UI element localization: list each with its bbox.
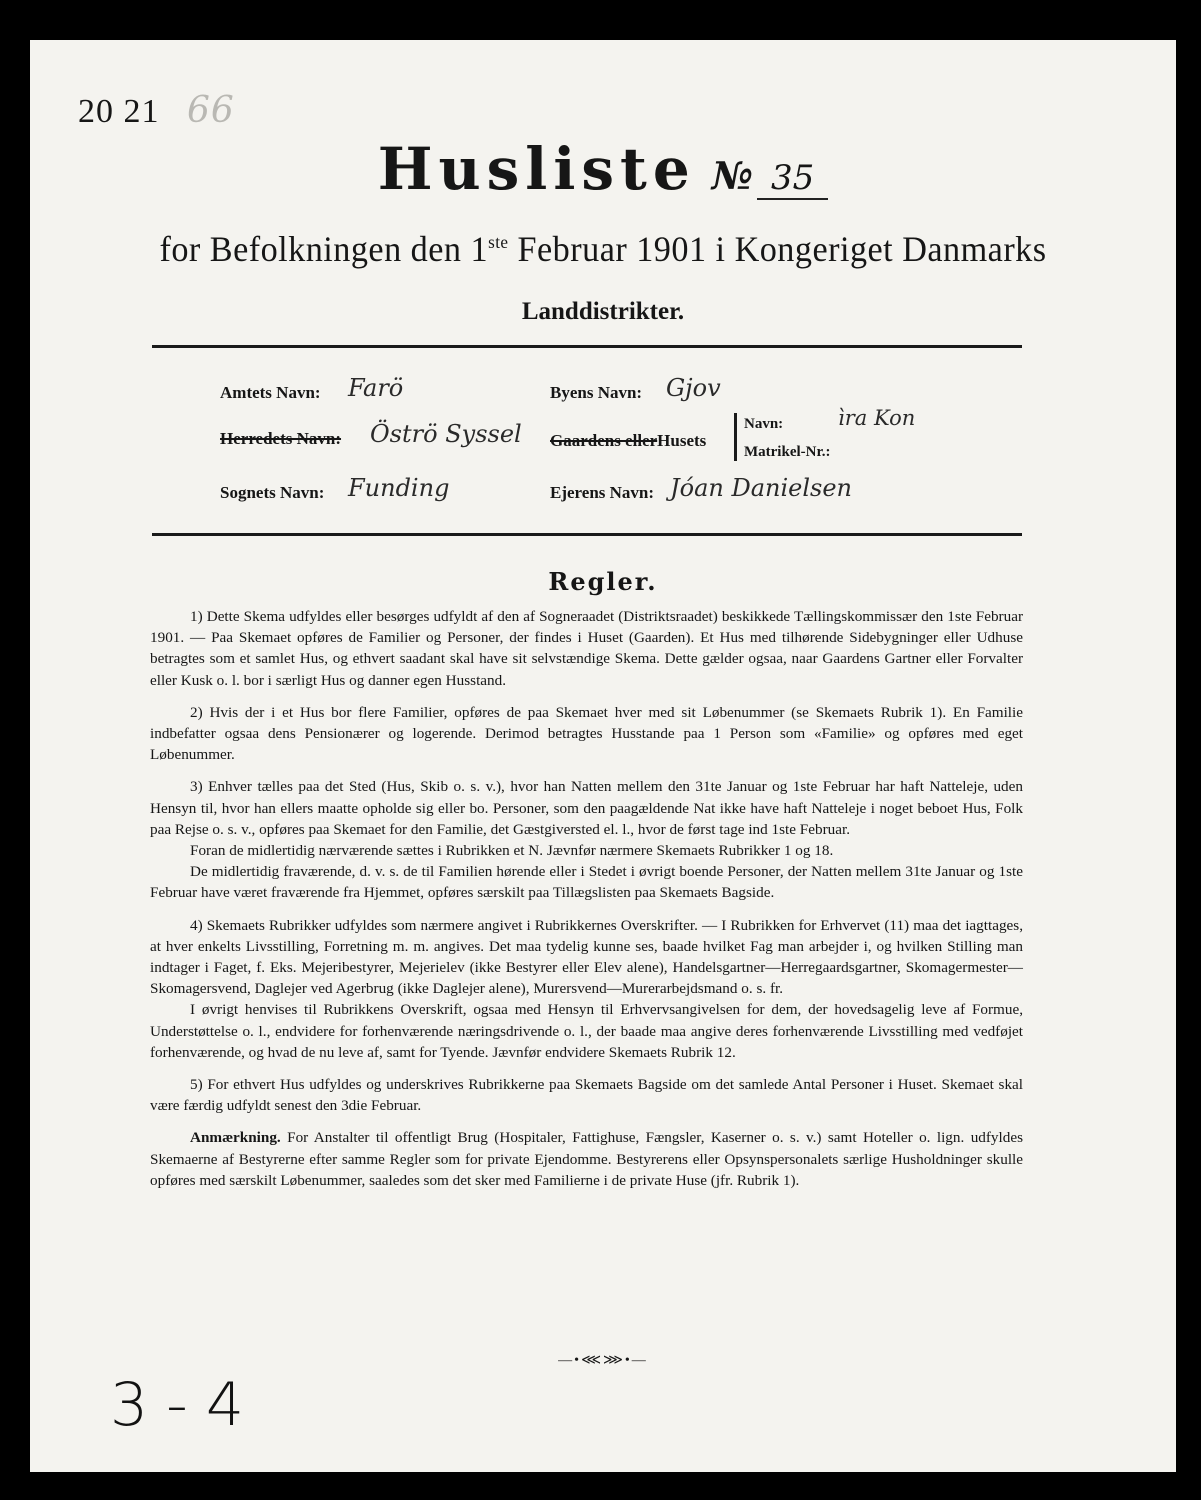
rule-4b: I øvrigt henvises til Rubrikkens Overskrift, ogsaa med Hensyn til Erhvervsangivelsen for dem, der hovedsagelig leve af Formue, Understøttelse o. l., endvidere for forhenværende næringsdrivende o. l., der baade maa angive deres forhenværende Livsstilling med vedføjet forhenværende, og hvad de nu leve af, samt for Tyende. Jævnfør endvidere Skemaets Rubrik 12.	[150, 1001, 1023, 1061]
gaard-label-struck: Gaardens eller	[550, 431, 658, 450]
herred-value: Öströ Syssel	[370, 420, 522, 448]
corner-numbers	[78, 90, 253, 131]
rules-heading: Regler.	[548, 567, 658, 596]
handwritten-bottom-note: 3-4	[110, 1370, 262, 1440]
rule-5: 5) For ethvert Hus udfyldes og underskrives Rubrikkerne paa Skemaets Bagside om det samlede Antal Personer i Huset. Skemaet skal være færdig udfyldt senest den 3die Februar.	[150, 1076, 1023, 1115]
rule-1: 1) Dette Skema udfyldes eller besørges udfyldt af den af Sogneraadet (Distriktsraadet) beskikkede Tællingskommissær den 1ste Februar 1901. — Paa Skemaet opføres de Familier og Personer, der findes i Huset (Gaarden). Et Hus med tilhørende Sidebygninger eller Udhuse betragtes som et samlet Hus, og ethvert saadant skal have sit selvstændige Skema. Dette gælder ogsaa, naar Gaardens Gartner eller Forvalter eller Kusk o. l. bor i særligt Hus og danner egen Husstand.	[150, 608, 1023, 689]
navn-label: Navn:	[744, 416, 784, 432]
sogn-value: Funding	[348, 474, 450, 502]
gaard-label-husets: Husets	[657, 431, 707, 450]
matrikel-label: Matrikel-Nr.:	[744, 444, 831, 460]
form-title: Husliste	[377, 135, 696, 203]
note-label: Anmærkning.	[190, 1129, 281, 1147]
annotation-note	[150, 1127, 1023, 1191]
rule-2: 2) Hvis der i et Hus bor flere Familier, opføres de paa Skemaet hver med sit Løbenummer (se Skemaets Rubrik 1). En Familie indbefatter ogsaa dens Pensionærer og logerende. Derimod betragtes Husstande paa 1 Person som «Familie» og opføres med eget Løbenummer.	[150, 703, 1023, 764]
top-divider	[152, 345, 1022, 348]
subtitle-part-b: Februar 1901 i Kongeriget Danmarks	[508, 229, 1047, 269]
by-value: Gjov	[666, 374, 721, 402]
by-label: Byens Navn:	[550, 383, 643, 402]
census-form-page	[30, 40, 1176, 1472]
district-heading: Landdistrikter.	[521, 298, 685, 325]
amt-value: Farö	[348, 374, 404, 402]
ejer-label: Ejerens Navn:	[550, 483, 655, 502]
subtitle-part-a: for Befolkningen den 1	[159, 229, 489, 269]
navn-value: ìra Kon	[838, 406, 916, 430]
ornament-divider: —•⋘⋙•—	[558, 1353, 648, 1368]
faint-number: 66	[187, 90, 235, 131]
rules-body	[150, 606, 1023, 1191]
number-sign: №	[711, 153, 754, 198]
gaard-label	[550, 431, 706, 451]
ejer-value: Jóan Danielsen	[670, 474, 853, 502]
field-brace	[734, 413, 737, 461]
rule-4: 4) Skemaets Rubrikker udfyldes som nærmere angivet i Rubrikkernes Overskrifter. — I Rubrikken for Erhvervet (11) maa det iagttages, at hver enkelts Livsstilling, Forretning m. m. angives. Det maa tydelig kunne ses, baade hvilket Fag man arbejder i, og hvilken Stilling man indtager i Faget, f. Eks. Mejeribestyrer, Mejerielev (ikke Bestyrer eller Elev alene), Handelsgartner—Herregaardsgartner, Skomagermester—Skomagersvend, Daglejer ved Agerbrug (ikke Daglejer alene), Murersvend—Murerarbejdsmand o. s. fr.	[150, 916, 1023, 998]
rule-3c: De midlertidig fraværende, d. v. s. de til Familien hørende eller i Stedet i øvrigt boende Personer, der Natten mellem 31te Januar og 1ste Februar have været fraværende fra Hjemmet, opføres særskilt paa Tillægslisten paa Skemaets Bagside.	[150, 863, 1023, 902]
middle-divider	[152, 533, 1022, 536]
sogn-label: Sognets Navn:	[220, 483, 325, 502]
note-text: For Anstalter til offentligt Brug (Hospitaler, Fattighuse, Fængsler, Kaserner o. s. v.) samt Hoteller o. lign. udfyldes Skemaerne af Bestyrerne efter samme Regler som for private Ejendomme. Bestyrerens eller Opsynspersonalets særlige Husholdninger skulle opføres med særskilt Løbenummer, saaledes som det sker med Familierne i de private Huse (jfr. Rubrik 1).	[150, 1129, 1023, 1189]
house-list-number: 35	[757, 158, 828, 200]
herred-label: Herredets Navn:	[220, 429, 342, 448]
form-subtitle	[59, 228, 1148, 270]
page-number: 20 21	[78, 93, 160, 130]
rule-3: 3) Enhver tælles paa det Sted (Hus, Skib o. s. v.), hvor han Natten mellem den 31te Januar og 1ste Februar har haft Natteleje, uden Hensyn til, hvor han ellers maatte opholde sig eller bo. Personer, som den paagældende Nat ikke have haft Natteleje i noget beboet Hus, Folk paa Rejse o. s. v., opføres paa Skemaet for den Familie, det Gæstgiversted el. l., hvor de først tage ind 1ste Februar.	[150, 778, 1023, 838]
subtitle-sup: ste	[488, 232, 509, 252]
rule-3b: Foran de midlertidig nærværende sættes i Rubrikken et N. Jævnfør nærmere Skemaets Rubrikker 1 og 18.	[190, 842, 834, 860]
amt-label: Amtets Navn:	[220, 383, 321, 402]
form-title-row	[30, 135, 1176, 203]
